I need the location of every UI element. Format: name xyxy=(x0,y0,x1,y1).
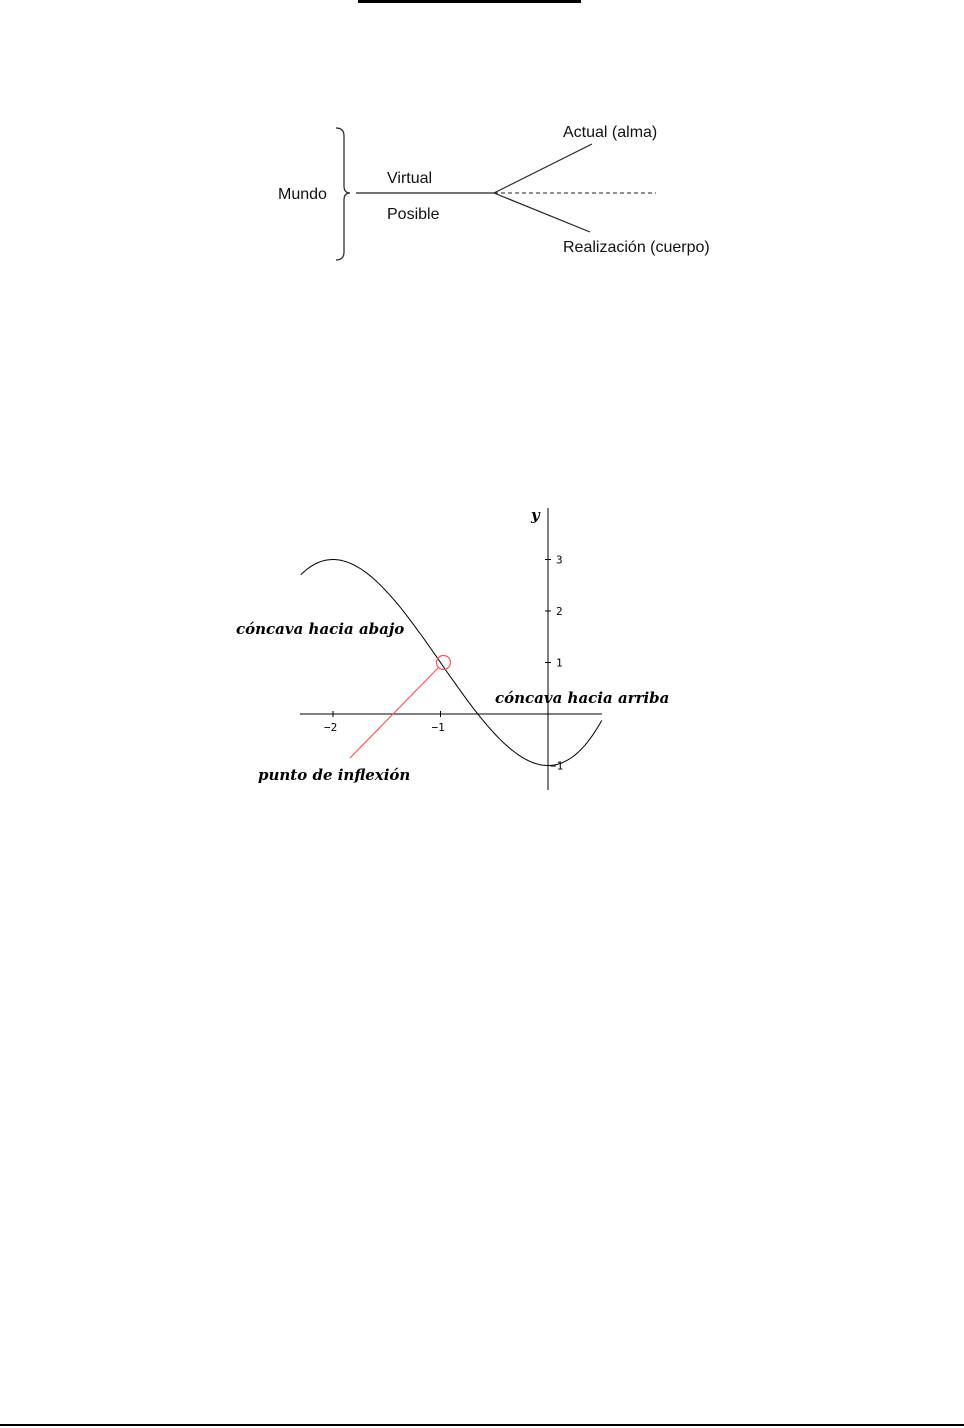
concave-up-label: cóncava hacia arriba xyxy=(495,689,670,707)
concave-down-label: cóncava hacia abajo xyxy=(236,620,405,638)
diagram-lower-branch-label: Posible xyxy=(387,206,440,223)
x-tick-label: −1 xyxy=(431,721,445,734)
inflection-pointer-line xyxy=(350,668,439,759)
y-axis-label: y xyxy=(531,506,540,524)
y-tick-label: 3 xyxy=(556,553,563,567)
diagram-top-leaf-label: Actual (alma) xyxy=(563,124,658,141)
diagram-root-label: Mundo xyxy=(278,186,327,203)
diagram-upper-branch-label: Virtual xyxy=(387,170,433,187)
diagram-bottom-leaf-label: Realización (cuerpo) xyxy=(563,239,710,256)
y-tick-label: −1 xyxy=(550,759,564,773)
y-tick-label: 2 xyxy=(556,605,563,618)
inflection-point-label: punto de inflexión xyxy=(258,766,411,784)
y-tick-label: 1 xyxy=(556,656,563,670)
bottom-rule xyxy=(0,1424,964,1426)
x-tick-label: −2 xyxy=(324,721,338,734)
